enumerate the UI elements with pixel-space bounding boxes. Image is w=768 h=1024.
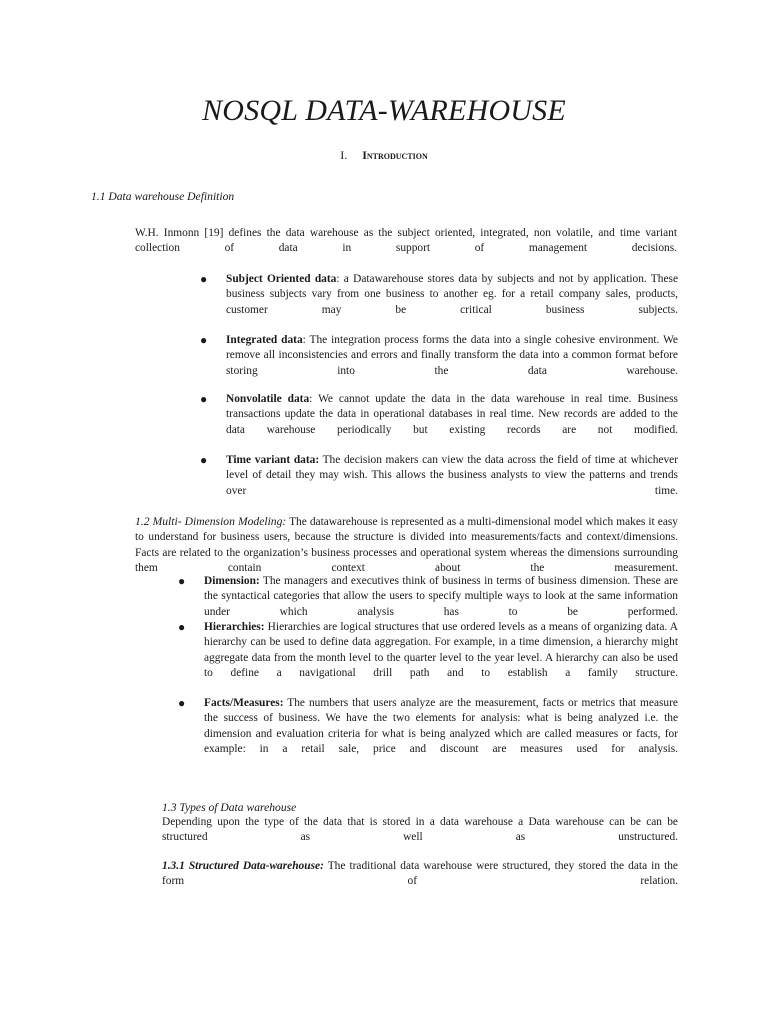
list-item-term: Hierarchies:	[204, 621, 265, 633]
paragraph-body: The datawarehouse is represented as a multi-dimensional model which makes it easy to understand for business users, because the structure is divided into measurements/facts and context/dimensions. Facts are related to the organization’s business processes and operational system whereas the dimensions surrounding them contain context about the measurement.	[135, 516, 678, 574]
list-item-term: Integrated data	[226, 334, 303, 346]
definition-paragraph: W.H. Inmonn [19] defines the data warehouse as the subject oriented, integrated, non volatile, and time variant collection of data in support of management decisions.	[135, 227, 677, 255]
list-item-text	[226, 392, 678, 453]
list-item-text	[226, 272, 678, 333]
structured-paragraph	[162, 859, 678, 905]
section-numeral: I.	[340, 148, 348, 162]
list-item-term: Subject Oriented data	[226, 273, 337, 285]
bullet-icon: ●	[200, 392, 208, 406]
paragraph-body: The traditional data warehouse were structured, they stored the data in the form of relation.	[162, 860, 678, 888]
subsection-heading-1-3-1: 1.3.1 Structured Data-warehouse:	[162, 860, 324, 872]
bullet-icon: ●	[178, 574, 186, 588]
list-item-term: Facts/Measures:	[204, 697, 284, 709]
list-item-body: Hierarchies are logical structures that use ordered levels as a means of organizing data. A hierarchy can be used to define data aggregation. For example, in a time dimension, a hierarchy might aggregate data from the month level to the quarter level to the year level. A hierarchy can also be used to define a navigational drill path and to establish a family structure.	[204, 621, 678, 679]
list-item-sep: :	[302, 334, 310, 346]
list-item-body: The numbers that users analyze are the measurement, facts or metrics that measure the success of business. We have the two elements for analysis: what is being analyzed i.e. the dimension and evaluation criteria for what is being analyzed which are called measures or facts, for example: in a retail sale, price and discount are measures used for analysis.	[204, 697, 678, 755]
list-item-term: Time variant data:	[226, 454, 320, 466]
subsection-heading-1-1: 1.1 Data warehouse Definition	[91, 190, 235, 203]
list-item-body: a Datawarehouse stores data by subjects and not by application. These business subjects vary from one business to another eg. for a retail company sales, products, customer may be critical business subjects.	[226, 273, 678, 316]
list-item-text	[204, 620, 678, 696]
list-item-text	[226, 333, 678, 394]
subsection-heading-1-3: 1.3 Types of Data warehouse	[162, 801, 297, 814]
list-item-sep: :	[336, 273, 344, 285]
list-item	[178, 696, 678, 772]
list-item	[200, 453, 678, 514]
section-title: Introduction	[362, 148, 428, 162]
list-item	[178, 620, 678, 696]
section-heading-introduction	[0, 147, 768, 163]
list-item-body: The decision makers can view the data across the field of time at whichever level of detail they may wish. This allows the business analysts to view the patterns and trends over time.	[226, 454, 679, 497]
bullet-icon: ●	[178, 696, 186, 710]
list-item	[200, 392, 678, 453]
bullet-icon: ●	[200, 333, 208, 347]
list-item	[200, 272, 678, 333]
list-item-body: The managers and executives think of business in terms of business dimension. These are the syntactical categories that allow the users to specify multiple ways to look at the same information under which analysis has to be performed.	[204, 575, 678, 618]
list-item-sep: :	[309, 393, 319, 405]
bullet-icon: ●	[178, 620, 186, 634]
bullet-icon: ●	[200, 453, 208, 467]
list-item-term: Nonvolatile data	[226, 393, 310, 405]
bullet-icon: ●	[200, 272, 208, 286]
list-item-body: The integration process forms the data into a single cohesive environment. We remove all inconsistencies and errors and finally transform the data into a common format before storing into the data warehouse.	[226, 334, 678, 377]
list-item-term: Dimension:	[204, 575, 260, 587]
list-item-body: We cannot update the data in the data warehouse in real time. Business transactions update the data in operational databases in real time. New records are added to the data warehouse periodically but existing records are not modified.	[226, 393, 678, 436]
subsection-heading-1-2: 1.2 Multi- Dimension Modeling:	[135, 515, 287, 528]
list-item	[200, 333, 678, 394]
document-title: NOSQL DATA-WAREHOUSE	[202, 94, 566, 127]
list-item-text	[204, 696, 678, 772]
types-paragraph: Depending upon the type of the data that is stored in a data warehouse a Data warehouse can be can be structured as well as unstructured.	[162, 816, 678, 844]
list-item-text	[226, 453, 678, 514]
